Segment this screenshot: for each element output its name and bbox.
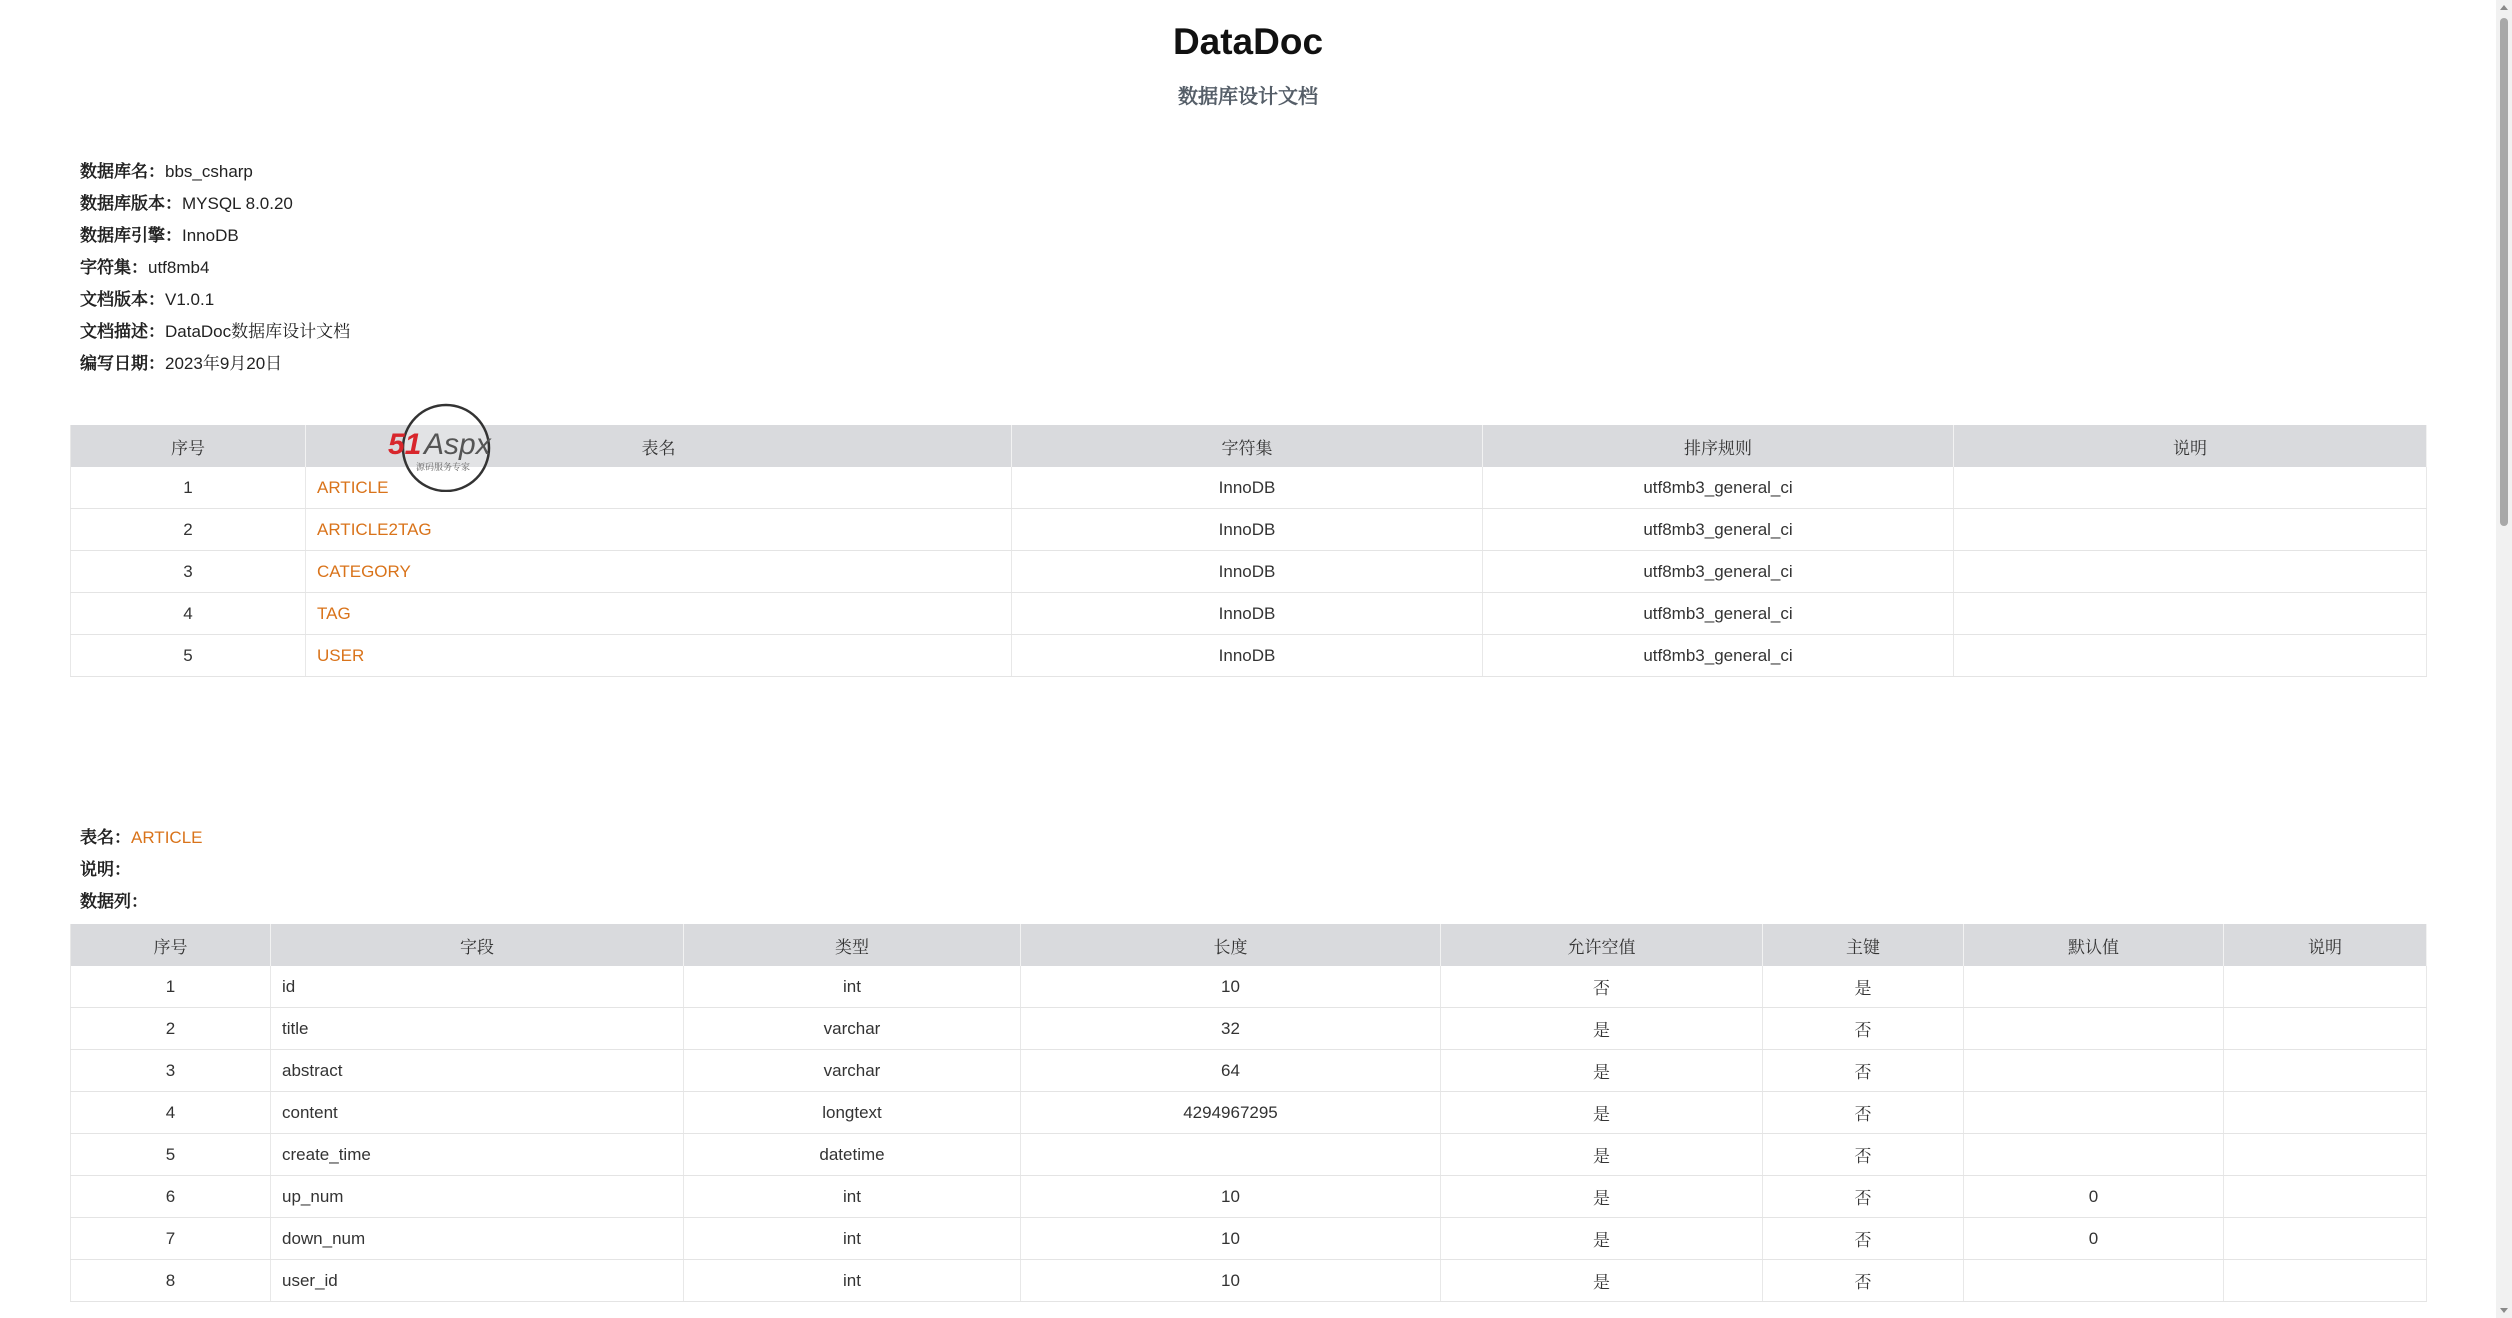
cell-collation: utf8mb3_general_ci xyxy=(1483,635,1954,677)
meta-value: DataDoc数据库设计文档 xyxy=(165,322,351,341)
table-link-tag[interactable]: TAG xyxy=(306,593,1012,635)
column-header: 类型 xyxy=(684,924,1021,966)
meta-value: utf8mb4 xyxy=(148,258,210,277)
cell-type: datetime xyxy=(684,1134,1021,1176)
cell-nullable: 是 xyxy=(1441,1176,1763,1218)
table-row xyxy=(71,1134,2427,1176)
cell-default xyxy=(1964,1134,2224,1176)
watermark-tagline: 源码服务专家 xyxy=(416,463,471,473)
cell-charset: InnoDB xyxy=(1012,509,1483,551)
column-header: 序号 xyxy=(71,924,271,966)
cell-description xyxy=(2224,1050,2427,1092)
column-header: 允许空值 xyxy=(1441,924,1763,966)
article-columns-header xyxy=(71,924,2427,966)
column-header: 字段 xyxy=(271,924,684,966)
column-header: 排序规则 xyxy=(1483,425,1954,467)
section-label: 数据列： xyxy=(80,892,148,911)
cell-primary-key: 是 xyxy=(1763,966,1964,1008)
meta-value: MYSQL 8.0.20 xyxy=(182,194,293,213)
cell-index: 4 xyxy=(71,593,306,635)
cell-field: user_id xyxy=(271,1260,684,1302)
cell-default xyxy=(1964,1008,2224,1050)
column-header: 字符集 xyxy=(1012,425,1483,467)
page-subtitle: 数据库设计文档 xyxy=(1178,86,1318,108)
table-row xyxy=(71,551,2427,593)
database-info xyxy=(80,156,350,380)
section-description xyxy=(80,854,203,886)
cell-nullable: 是 xyxy=(1441,1050,1763,1092)
cell-default: 0 xyxy=(1964,1218,2224,1260)
cell-field: abstract xyxy=(271,1050,684,1092)
cell-length: 4294967295 xyxy=(1021,1092,1441,1134)
cell-charset: InnoDB xyxy=(1012,635,1483,677)
cell-type: varchar xyxy=(684,1008,1021,1050)
cell-length: 10 xyxy=(1021,1176,1441,1218)
table-link-article[interactable]: ARTICLE xyxy=(306,467,1012,509)
table-row xyxy=(71,509,2427,551)
cell-field: id xyxy=(271,966,684,1008)
cell-default xyxy=(1964,1092,2224,1134)
cell-collation: utf8mb3_general_ci xyxy=(1483,467,1954,509)
cell-collation: utf8mb3_general_ci xyxy=(1483,509,1954,551)
column-header: 序号 xyxy=(71,425,306,467)
cell-primary-key: 否 xyxy=(1763,1092,1964,1134)
cell-field: down_num xyxy=(271,1218,684,1260)
cell-length: 32 xyxy=(1021,1008,1441,1050)
table-row xyxy=(71,1260,2427,1302)
cell-nullable: 是 xyxy=(1441,1092,1763,1134)
cell-primary-key: 否 xyxy=(1763,1260,1964,1302)
cell-type: int xyxy=(684,1260,1021,1302)
table-row xyxy=(71,1176,2427,1218)
meta-label: 编写日期： xyxy=(80,354,165,373)
article-section-info xyxy=(80,822,203,918)
cell-primary-key: 否 xyxy=(1763,1008,1964,1050)
cell-length: 10 xyxy=(1021,1218,1441,1260)
meta-label: 数据库名： xyxy=(80,162,165,181)
meta-label: 文档描述： xyxy=(80,322,165,341)
watermark-brand-51: 51 xyxy=(388,428,422,461)
scroll-up-icon[interactable] xyxy=(2500,5,2508,10)
cell-description xyxy=(2224,1008,2427,1050)
table-row xyxy=(71,1008,2427,1050)
column-header: 主键 xyxy=(1763,924,1964,966)
section-label: 表名： xyxy=(80,828,131,847)
meta-row-db-version xyxy=(80,188,350,220)
cell-index: 8 xyxy=(71,1260,271,1302)
cell-index: 6 xyxy=(71,1176,271,1218)
cell-description xyxy=(1954,593,2427,635)
cell-nullable: 是 xyxy=(1441,1218,1763,1260)
watermark-logo xyxy=(386,402,514,492)
cell-field: content xyxy=(271,1092,684,1134)
cell-length: 64 xyxy=(1021,1050,1441,1092)
vertical-scrollbar[interactable] xyxy=(2496,0,2512,1318)
cell-field: title xyxy=(271,1008,684,1050)
column-header: 说明 xyxy=(1954,425,2427,467)
cell-description xyxy=(2224,1092,2427,1134)
cell-primary-key: 否 xyxy=(1763,1218,1964,1260)
cell-type: longtext xyxy=(684,1092,1021,1134)
cell-index: 7 xyxy=(71,1218,271,1260)
table-row xyxy=(71,1092,2427,1134)
cell-nullable: 是 xyxy=(1441,1260,1763,1302)
meta-row-db-name xyxy=(80,156,350,188)
column-header: 说明 xyxy=(2224,924,2427,966)
table-link-category[interactable]: CATEGORY xyxy=(306,551,1012,593)
meta-value: 2023年9月20日 xyxy=(165,354,283,373)
cell-index: 3 xyxy=(71,1050,271,1092)
cell-index: 5 xyxy=(71,1134,271,1176)
cell-index: 5 xyxy=(71,635,306,677)
cell-length: 10 xyxy=(1021,966,1441,1008)
meta-label: 数据库引擎： xyxy=(80,226,182,245)
cell-collation: utf8mb3_general_ci xyxy=(1483,593,1954,635)
cell-description xyxy=(1954,509,2427,551)
cell-default xyxy=(1964,1050,2224,1092)
cell-length: 10 xyxy=(1021,1260,1441,1302)
cell-collation: utf8mb3_general_ci xyxy=(1483,551,1954,593)
cell-description xyxy=(2224,1260,2427,1302)
section-columns-label xyxy=(80,886,203,918)
cell-nullable: 是 xyxy=(1441,1008,1763,1050)
cell-length xyxy=(1021,1134,1441,1176)
cell-default xyxy=(1964,966,2224,1008)
meta-row-doc-version xyxy=(80,284,350,316)
cell-type: int xyxy=(684,966,1021,1008)
meta-value: bbs_csharp xyxy=(165,162,253,181)
cell-description xyxy=(2224,1218,2427,1260)
cell-index: 3 xyxy=(71,551,306,593)
table-row xyxy=(71,966,2427,1008)
table-row xyxy=(71,593,2427,635)
cell-description xyxy=(1954,635,2427,677)
cell-primary-key: 否 xyxy=(1763,1050,1964,1092)
cell-nullable: 否 xyxy=(1441,966,1763,1008)
cell-description xyxy=(2224,1176,2427,1218)
cell-charset: InnoDB xyxy=(1012,593,1483,635)
column-header: 默认值 xyxy=(1964,924,2224,966)
table-row xyxy=(71,1050,2427,1092)
scroll-down-icon[interactable] xyxy=(2500,1308,2508,1313)
cell-field: create_time xyxy=(271,1134,684,1176)
meta-value: InnoDB xyxy=(182,226,239,245)
section-label: 说明： xyxy=(80,860,131,879)
cell-index: 2 xyxy=(71,509,306,551)
cell-default xyxy=(1964,1260,2224,1302)
watermark-brand-aspx: Aspx xyxy=(424,428,491,461)
cell-primary-key: 否 xyxy=(1763,1176,1964,1218)
cell-description xyxy=(2224,966,2427,1008)
article-columns-table xyxy=(70,924,2427,1302)
cell-description xyxy=(1954,551,2427,593)
meta-label: 字符集： xyxy=(80,258,148,277)
meta-row-db-engine xyxy=(80,220,350,252)
table-link-user[interactable]: USER xyxy=(306,635,1012,677)
section-table-name xyxy=(80,822,203,854)
scrollbar-thumb[interactable] xyxy=(2500,18,2508,526)
meta-value: V1.0.1 xyxy=(165,290,215,309)
cell-default: 0 xyxy=(1964,1176,2224,1218)
meta-label: 数据库版本： xyxy=(80,194,182,213)
meta-row-doc-description xyxy=(80,316,350,348)
column-header: 长度 xyxy=(1021,924,1441,966)
table-link-article2tag[interactable]: ARTICLE2TAG xyxy=(306,509,1012,551)
cell-index: 1 xyxy=(71,966,271,1008)
meta-row-date xyxy=(80,348,350,380)
cell-type: int xyxy=(684,1176,1021,1218)
page-title: DataDoc xyxy=(1172,21,1324,62)
cell-primary-key: 否 xyxy=(1763,1134,1964,1176)
table-row xyxy=(71,635,2427,677)
cell-type: varchar xyxy=(684,1050,1021,1092)
section-table-name-value[interactable]: ARTICLE xyxy=(131,828,203,847)
cell-index: 2 xyxy=(71,1008,271,1050)
meta-label: 文档版本： xyxy=(80,290,165,309)
cell-type: int xyxy=(684,1218,1021,1260)
cell-index: 1 xyxy=(71,467,306,509)
column-header: 表名 xyxy=(306,425,1012,467)
meta-row-charset xyxy=(80,252,350,284)
cell-index: 4 xyxy=(71,1092,271,1134)
cell-nullable: 是 xyxy=(1441,1134,1763,1176)
cell-charset: InnoDB xyxy=(1012,467,1483,509)
cell-field: up_num xyxy=(271,1176,684,1218)
cell-charset: InnoDB xyxy=(1012,551,1483,593)
table-row xyxy=(71,1218,2427,1260)
cell-description xyxy=(1954,467,2427,509)
cell-description xyxy=(2224,1134,2427,1176)
